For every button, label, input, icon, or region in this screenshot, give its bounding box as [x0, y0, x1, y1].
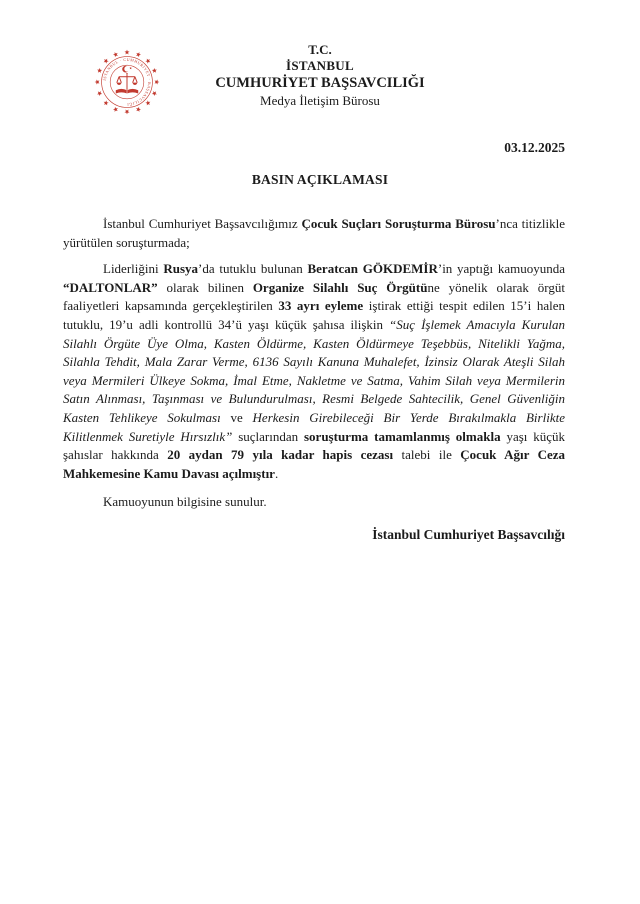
- signature-line: İstanbul Cumhuriyet Başsavcılığı: [372, 526, 565, 542]
- text-run: ve: [220, 409, 253, 425]
- text-run: olarak bilinen: [157, 279, 253, 295]
- text-run: .: [274, 465, 279, 481]
- text-run: 33 ayrı eyleme: [278, 298, 364, 314]
- text-run: ’in yaptığı kamuoyunda: [437, 261, 565, 277]
- text-run: “Suç İşlemek Amacıyla Kurulan Silahlı Örgüte Üye Olma, Kasten Öldürme, Kasten Öldürmeye Teşebbüs, Nitelikli Yağma, Silahla Tehdit, Mala Zarar Verme, 6136 Sayılı Kanuna Muhalefet, İzinsiz Olarak Ateşli Silah veya Mermileri Ülkeye Sokma, İmal Etme, Nakletme ve Satma, Vahim Silah veya Mermilerin Satın Alınması, Taşınması ve Bulundurulması, Resmi Belgede Sahtecilik, Genel Güvenliğin Kasten Tehlikeye Sokulması: [63, 316, 565, 425]
- text-run: İstanbul Cumhuriyet Başsavcılığımız: [103, 216, 302, 231]
- text-run: ’da tutuklu bulunan: [198, 261, 308, 277]
- text-run: Beratcan GÖKDEMİR: [307, 261, 438, 277]
- document-date: 03.12.2025: [504, 140, 565, 155]
- press-release-title: BASIN AÇIKLAMASI: [251, 172, 389, 187]
- text-run: ne yönelik olarak örgüt faaliyetleri kapsamında gerçekleştirilen: [63, 279, 565, 314]
- body-paragraph: [63, 260, 565, 483]
- text-run: Çocuk Ağır Ceza Mahkemesine Kamu Davası açılmıştır: [63, 447, 566, 481]
- text-run: Organize Silahlı Suç Örgütü: [252, 279, 428, 295]
- text-run: yaşı küçük şahıslar hakkında: [63, 428, 566, 463]
- letterhead-line-bureau: Medya İletişim Bürosu: [260, 93, 380, 108]
- text-run: Herkesin Girebileceği Bir Yerde Bırakılmakla Birlikte Kilitlenmek Suretiyle Hırsızlık”: [63, 409, 565, 444]
- text-run: Kamuoyunun bilgisine sunulur.: [103, 494, 267, 510]
- letterhead-line-city: İSTANBUL: [286, 58, 354, 73]
- text-run: Çocuk Suçları Soruşturma Bürosu: [301, 216, 496, 231]
- text-run: ’nca titizlikle yürütülen soruşturmada;: [63, 216, 565, 250]
- text-run: “DALTONLAR”: [63, 279, 158, 295]
- closing-paragraph: [63, 493, 565, 512]
- text-run: 20 aydan 79 yıla kadar hapis cezası: [167, 447, 394, 463]
- text-run: suçlarından: [232, 428, 304, 444]
- text-run: iştirak ettiği tespit edilen 15’i halen tutuklu, 19’u adli kontrollü 34’ü yaşı küçük şahısa ilişkin: [63, 298, 566, 332]
- letterhead: [63, 42, 577, 109]
- emblem-ring-text: İSTANBUL · CUMHURİYET · BAŞSAVCILIĞI: [101, 56, 153, 108]
- text-run: Liderliğini: [103, 261, 164, 277]
- text-run: talebi ile: [393, 447, 461, 463]
- text-run: soruşturma tamamlanmış olmakla: [304, 428, 501, 444]
- intro-paragraph: [63, 215, 565, 252]
- text-run: Rusya: [163, 261, 199, 277]
- letterhead-line-tc: T.C.: [308, 42, 332, 57]
- letterhead-line-office: CUMHURİYET BAŞSAVCILIĞI: [215, 75, 425, 91]
